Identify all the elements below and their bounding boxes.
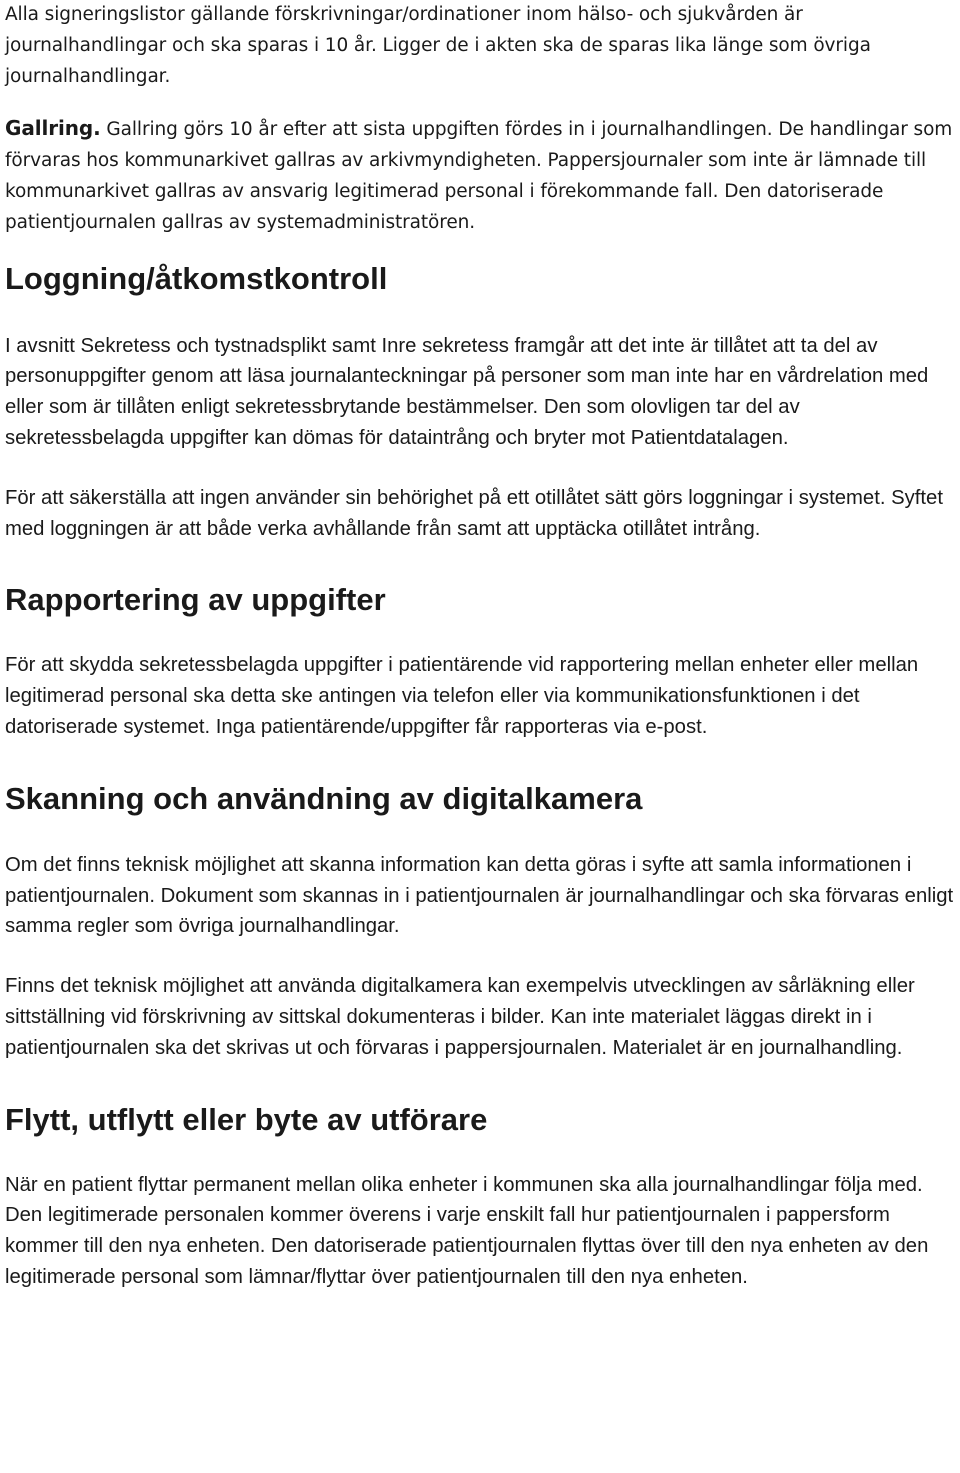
paragraph-rapportering: För att skydda sekretessbelagda uppgifter i patientärende vid rapportering mellan enheter eller mellan legitimerad personal ska detta ske antingen via telefon eller via kommunikationsfunktionen i det datoriserade systemet. Inga patientärende/uppgifter får rapporteras via e-post. (5, 654, 919, 738)
heading-rapportering: Rapportering av uppgifter (5, 582, 386, 618)
paragraph-flytt: När en patient flyttar permanent mellan olika enheter i kommunen ska alla journalhandlingar följa med. Den legitimerade personalen kommer överens i varje enskilt fall hur patientjournalen i pappersform kommer till den nya enheten. Den datoriserade patientjournalen flyttas över till den nya enheten av den legitimerade personal som lämnar/flyttar över patientjournalen till den nya enheten. (5, 1173, 929, 1288)
heading-loggning: Loggning/åtkomstkontroll (5, 260, 388, 296)
paragraph-loggning-2: För att säkerställa att ingen använder sin behörighet på ett otillåtet sätt görs loggningar i systemet. Syftet med loggningen är att både verka avhållande från samt att upptäcka otillåtet intrång. (5, 486, 943, 540)
gallring-paragraph (5, 113, 960, 238)
paragraph-loggning-1: I avsnitt Sekretess och tystnadsplikt samt Inre sekretess framgår att det inte är tillåtet att ta del av personuppgifter genom att läsa journalanteckningar på personer som man inte har en vårdrelation med eller som är tillåten enligt sekretessbrytande bestämmelser. Den som olovligen tar del av sekretessbelagda uppgifter kan dömas för dataintrång och bryter mot Patientdatalagen. (5, 334, 929, 449)
gallring-text: Gallring görs 10 år efter att sista uppgiften fördes in i journalhandlingen. De handlingar som förvaras hos kommunarkivet gallras av arkivmyndigheten. Pappersjournaler som inte är lämnade till kommunarkivet gallras av ansvarig legitimerad personal i förekommande fall. Den datoriserade patientjournalen gallras av systemadministratören. (5, 119, 953, 233)
intro-paragraph: Alla signeringslistor gällande förskrivningar/ordinationer inom hälso- och sjukvården är journalhandlingar och ska sparas i 10 år. Ligger de i akten ska de sparas lika länge som övriga journalhandlingar. (5, 4, 871, 87)
paragraph-skanning-2: Finns det teknisk möjlighet att använda digitalkamera kan exempelvis utvecklingen av sårläkning eller sittställning vid förskrivning av sittskal dokumenteras i bilder. Kan inte materialet läggas direkt in i patientjournalen ska det skrivas ut och förvaras i pappersjournalen. Materialet är en journalhandling. (5, 975, 915, 1059)
document-page (5, 0, 960, 1293)
gallring-lead: Gallring. (5, 116, 101, 141)
heading-skanning: Skanning och användning av digitalkamera (5, 780, 643, 816)
paragraph-skanning-1: Om det finns teknisk möjlighet att skanna information kan detta göras i syfte att samla informationen i patientjournalen. Dokument som skannas in i patientjournalen är journalhandlingar och ska förvaras enligt samma regler som övriga journalhandlingar. (5, 853, 954, 938)
heading-flytt: Flytt, utflytt eller byte av utförare (5, 1101, 488, 1137)
